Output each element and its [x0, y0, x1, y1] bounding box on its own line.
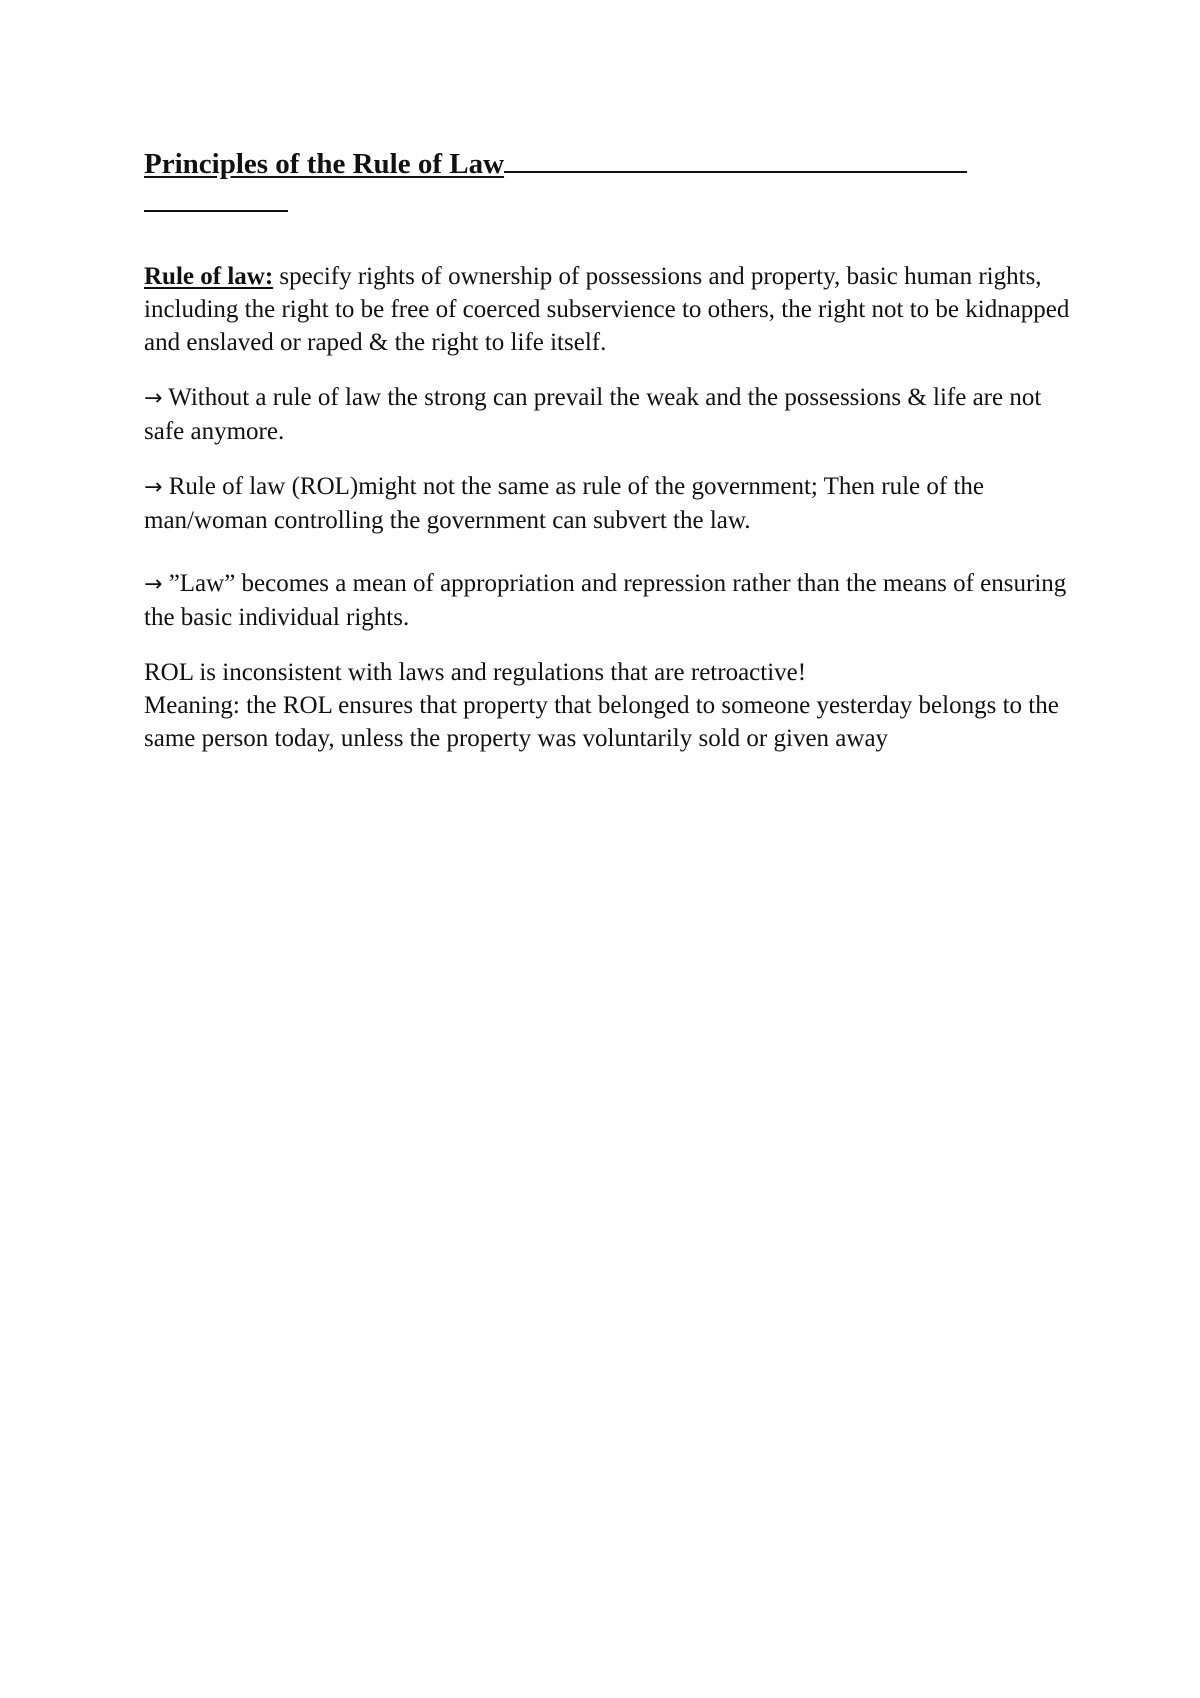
closing-statement: ROL is inconsistent with laws and regulations that are retroactive! [144, 659, 807, 686]
page-title: Principles of the Rule of Law [144, 148, 505, 180]
point-paragraph-2 [144, 470, 1074, 537]
definition-text: specify rights of ownership of possessions and property, basic human rights, including the right to be free of coerced subservience to others, the right not to be kidnapped and enslaved or raped & the right to life itself. [144, 263, 1070, 356]
definition-paragraph [144, 260, 1074, 359]
closing-paragraph [144, 656, 1074, 755]
title-underline-rule [504, 145, 967, 173]
arrow-right-icon: → [144, 386, 163, 411]
title-underline-continuation [144, 208, 288, 212]
arrow-right-icon: → [144, 572, 163, 597]
closing-meaning: Meaning: the ROL ensures that property that belonged to someone yesterday belongs to the same person today, unless the property was voluntarily sold or given away [144, 692, 1059, 752]
point-text-3: ”Law” becomes a mean of appropriation and repression rather than the means of ensuring the basic individual rights. [144, 570, 1067, 631]
point-paragraph-1 [144, 381, 1074, 448]
title-line [144, 144, 1074, 184]
definition-term: Rule of law: [144, 263, 274, 290]
document-body [144, 144, 1074, 755]
point-paragraph-3 [144, 567, 1074, 634]
point-text-1: Without a rule of law the strong can prevail the weak and the possessions & life are not safe anymore. [144, 384, 1042, 445]
arrow-right-icon: → [144, 475, 163, 500]
point-text-2: Rule of law (ROL)might not the same as rule of the government; Then rule of the man/woman controlling the government can subvert the law. [144, 473, 984, 534]
